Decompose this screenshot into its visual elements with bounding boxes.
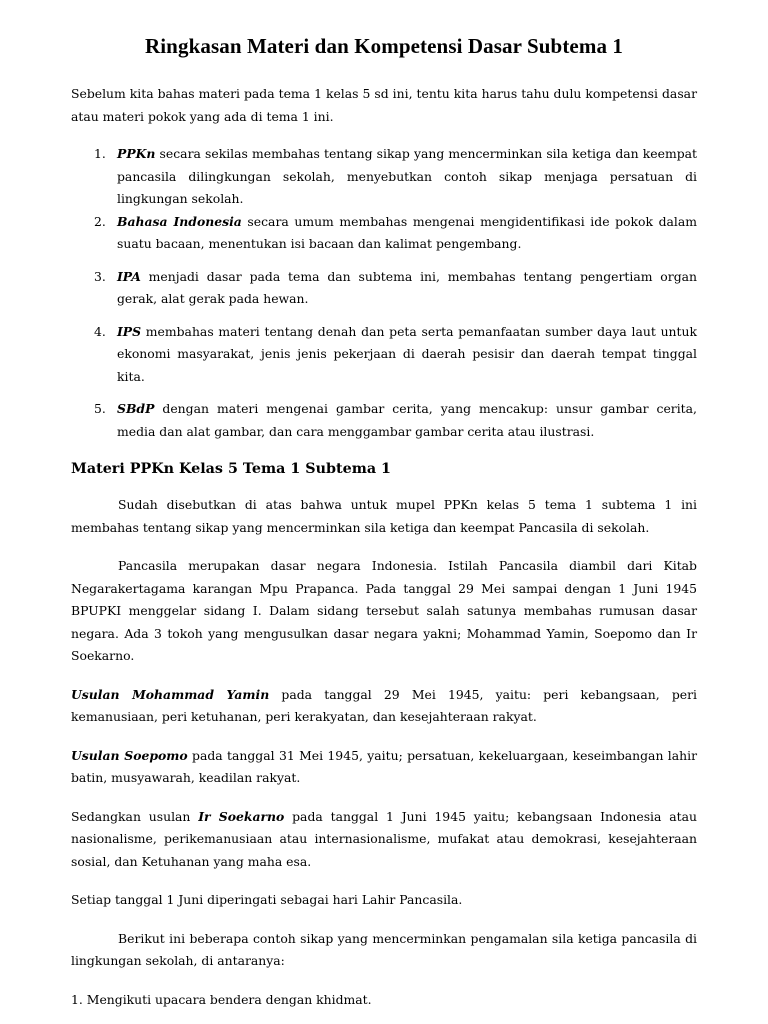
subject-text: dengan materi mengenai gambar cerita, yang mencakup: unsur gambar cerita, media dan alat gambar, dan cara menggambar gambar cerita atau ilustrasi. [117, 401, 697, 439]
subject-text: menjadi dasar pada tema dan subtema ini, membahas tentang pengertiam organ gerak, alat gerak pada hewan. [117, 268, 697, 306]
paragraph-soepomo: Usulan Soepomo pada tanggal 31 Mei 1945, yaitu; persatuan, kekeluargaan, keseimbangan lahir batin, musyawarah, keadilan rakyat. [71, 747, 697, 785]
subject-text: membahas materi tentang denah dan peta serta pemanfaatan sumber daya laut untuk ekonomi masyarakat, jenis jenis pekerjaan di daerah pesisir dan daerah tempat tinggal kita. [117, 323, 697, 384]
list-item: 4. IPS membahas materi tentang denah dan peta serta pemanfaatan sumber daya laut untuk ekonomi masyarakat, jenis jenis pekerjaan di daerah pesisir dan daerah tempat tinggal kita. [94, 323, 697, 384]
paragraph-soekarno: Sedangkan usulan Ir Soekarno pada tanggal 1 Juni 1945 yaitu; kebangsaan Indonesia atau nasionalisme, perikemanusiaan atau internasionalisme, mufakat atau demokrasi, kesejahteraan sosial, dan Ketuhanan yang maha esa. [71, 808, 697, 869]
subject-text: secara umum membahas mengenai mengidentifikasi ide pokok dalam suatu bacaan, menentukan isi bacaan dan kalimat pengembang. [117, 213, 697, 251]
subject-name: Bahasa Indonesia [117, 213, 242, 229]
subject-name: PPKn [117, 146, 156, 161]
example-item: 1. Mengikuti upacara bendera dengan khidmat. [71, 991, 372, 1007]
paragraph-contoh-sikap: Berikut ini beberapa contoh sikap yang mencerminkan pengamalan sila ketiga pancasila di lingkungan sekolah, di antaranya: [71, 930, 697, 968]
subject-name: SBdP [117, 401, 155, 416]
paragraph-yamin: Usulan Mohammad Yamin pada tanggal 29 Mei 1945, yaitu: peri kebangsaan, peri kemanusiaan, peri ketuhanan, peri kerakyatan, dan kesejahteraan rakyat. [71, 686, 697, 724]
paragraph-pancasila: Pancasila merupakan dasar negara Indonesia. Istilah Pancasila diambil dari Kitab Negarakertagama karangan Mpu Prapanca. Pada tanggal 29 Mei sampai dengan 1 Juni 1945 BPUPKI menggelar sidang I. Dalam sidang tersebut salah satunya membahas rumusan dasar negara. Ada 3 tokoh yang mengusulkan dasar negara yakni; Mohammad Yamin, Soepomo dan Ir Soekarno. [71, 558, 697, 663]
section-heading: Materi PPKn Kelas 5 Tema 1 Subtema 1 [71, 461, 392, 477]
subject-text: secara sekilas membahas tentang sikap yang mencerminkan sila ketiga dan keempat pancasila dilingkungan sekolah, menyebutkan contoh sikap menjaga persatuan di lingkungan sekolah. [117, 146, 697, 206]
subject-name: IPA [117, 268, 141, 284]
page-title: Ringkasan Materi dan Kompetensi Dasar Subtema 1 [144, 34, 623, 58]
list-item: 3. IPA menjadi dasar pada tema dan subtema ini, membahas tentang pengertiam organ gerak, alat gerak pada hewan. [94, 268, 697, 306]
subject-name: IPS [117, 323, 142, 339]
list-item: 1. PPKn secara sekilas membahas tentang sikap yang mencerminkan sila ketiga dan keempat pancasila dilingkungan sekolah, menyebutkan contoh sikap menjaga persatuan di lingkungan sekolah. [94, 146, 697, 206]
paragraph-intro-ppkn: Sudah disebutkan di atas bahwa untuk mupel PPKn kelas 5 tema 1 subtema 1 ini membahas tentang sikap yang mencerminkan sila ketiga dan keempat Pancasila di sekolah. [71, 497, 697, 535]
list-item: 5. SBdP dengan materi mengenai gambar cerita, yang mencakup: unsur gambar cerita, media dan alat gambar, dan cara menggambar gambar cerita atau ilustrasi. [94, 401, 697, 439]
intro-paragraph: Sebelum kita bahas materi pada tema 1 kelas 5 sd ini, tentu kita harus tahu dulu kompetensi dasar atau materi pokok yang ada di tema 1 ini. [71, 86, 697, 124]
list-item: 2. Bahasa Indonesia secara umum membahas mengenai mengidentifikasi ide pokok dalam suatu bacaan, menentukan isi bacaan dan kalimat pengembang. [94, 213, 697, 251]
paragraph-lahir-pancasila: Setiap tanggal 1 Juni diperingati sebagai hari Lahir Pancasila. [71, 892, 463, 907]
subject-list [71, 143, 697, 443]
